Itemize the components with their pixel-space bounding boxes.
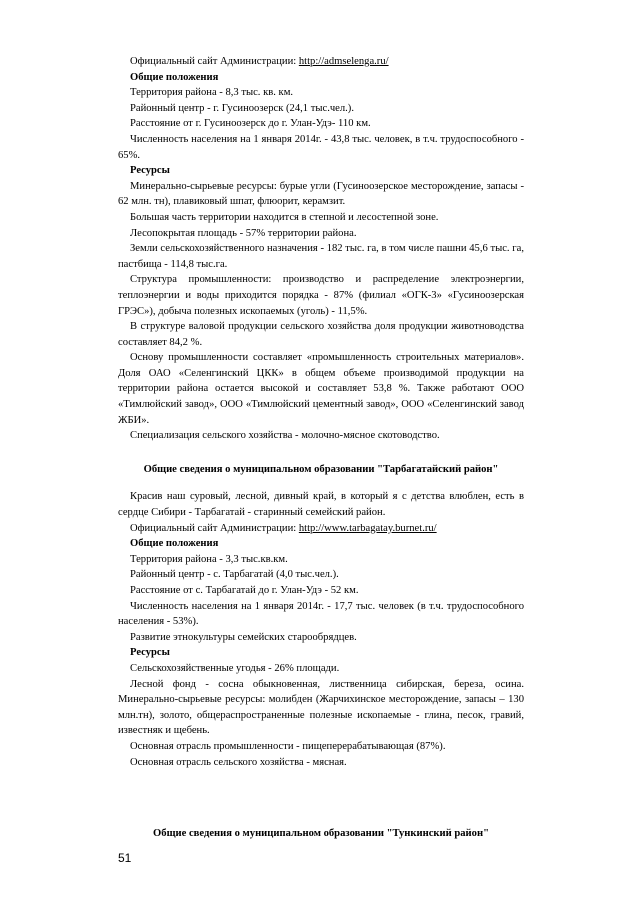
resources-heading: Ресурсы bbox=[130, 647, 170, 659]
general-heading: Общие положения bbox=[130, 71, 219, 83]
paragraph: Расстояние от г. Гусиноозерск до г. Улан-Удэ- 110 км. bbox=[130, 118, 371, 130]
paragraph: Расстояние от с. Тарбагатай до г. Улан-Удэ - 52 км. bbox=[130, 585, 359, 596]
paragraph: Основная отрасль сельского хозяйства - мясная. bbox=[130, 756, 347, 768]
official-site-link[interactable]: http://www.tarbagatay.burnet.ru/ bbox=[298, 522, 437, 534]
paragraph: Районный центр - г. Гусиноозерск (24,1 тыс.чел.). bbox=[130, 102, 354, 114]
paragraph: Большая часть территории находится в степной и лесостепной зоне. bbox=[130, 211, 439, 223]
paragraph: Территория района - 3,3 тыс.кв.км. bbox=[130, 553, 288, 565]
paragraph: Территория района - 8,3 тыс. кв. км. bbox=[130, 87, 294, 99]
paragraph: Земли сельскохозяйственного назначения - 182 тыс. га, в том числе пашни 45,6 тыс. га, пастбища - 114,8 тыс.га. bbox=[118, 243, 524, 270]
section-title-tarbagatay: Общие сведения о муниципальном образовании "Тарбагатайский район" bbox=[143, 463, 499, 475]
paragraph: Численность населения на 1 января 2014г. - 43,8 тыс. человек, в т.ч. трудоспособного - 65%. bbox=[118, 133, 524, 161]
paragraph: В структуре валовой продукции сельского хозяйства доля продукции животноводства составляет 84,2 %. bbox=[118, 321, 524, 348]
paragraph: Численность населения на 1 января 2014г. - 17,7 тыс. человек (в т.ч. трудоспособного населения - 53%). bbox=[118, 600, 524, 628]
paragraph: Специализация сельского хозяйства - молочно-мясное скотоводство. bbox=[130, 430, 440, 442]
official-site-line bbox=[118, 521, 524, 537]
intro-paragraph: Красив наш суровый, лесной, дивный край, в который я с детства влюблен, есть в сердце Сибири - Тарбагатай - старинный семейский район. bbox=[118, 491, 524, 519]
spacer bbox=[118, 477, 524, 489]
spacer bbox=[118, 770, 524, 826]
official-site-label: Официальный сайт Администрации: bbox=[130, 522, 299, 534]
official-site-line bbox=[118, 54, 524, 70]
text-column bbox=[118, 54, 524, 842]
paragraph: Развитие этнокультуры семейских старообрядцев. bbox=[130, 631, 357, 643]
section-title-tunka: Общие сведения о муниципальном образовании "Тункинский район" bbox=[153, 828, 489, 840]
paragraph: Лесопокрытая площадь - 57% территории района. bbox=[130, 227, 357, 239]
spacer bbox=[118, 444, 524, 462]
page-number: 51 bbox=[118, 851, 132, 865]
general-heading: Общие положения bbox=[130, 538, 219, 550]
paragraph: Основу промышленности составляет «промышленность строительных материалов». Доля ОАО «Селенгинский ЦКК» в общем объеме производимой продукции на территории района остается высокой и составляет 53,8 %. Также работают ООО «Тимлюйский завод», ООО «Тимлюйский цементный завод», ООО «Селенгинский завод ЖБИ». bbox=[118, 352, 524, 426]
official-site-label: Официальный сайт Администрации: bbox=[130, 56, 299, 67]
paragraph: Сельскохозяйственные угодья - 26% площади. bbox=[130, 662, 340, 674]
paragraph: Районный центр - с. Тарбагатай (4,0 тыс.чел.). bbox=[130, 569, 339, 581]
resources-heading: Ресурсы bbox=[130, 165, 170, 177]
paragraph: Лесной фонд - сосна обыкновенная, лиственница сибирская, береза, осина. Минерально-сырьевые ресурсы: молибден (Жарчихинское месторождение, запасы – 130 млн.тн), золото, общераспространенные полезные ископаемые - глина, песок, гравий, известняк и щебень. bbox=[118, 678, 524, 737]
paragraph: Основная отрасль промышленности - пищеперерабатывающая (87%). bbox=[130, 740, 446, 752]
official-site-link[interactable]: http://admselenga.ru/ bbox=[298, 56, 389, 67]
paragraph: Структура промышленности: производство и распределение электроэнергии, теплоэнергии и воды приходится порядка - 87% (филиал «ОГК-3» «Гусиноозерская ГРЭС»), добыча полезных ископаемых (уголь) - 11,5%. bbox=[118, 274, 524, 317]
paragraph: Минерально-сырьевые ресурсы: бурые угли (Гусиноозерское месторождение, запасы - 62 млн. тн), плавиковый шпат, флюорит, керамзит. bbox=[118, 180, 524, 208]
